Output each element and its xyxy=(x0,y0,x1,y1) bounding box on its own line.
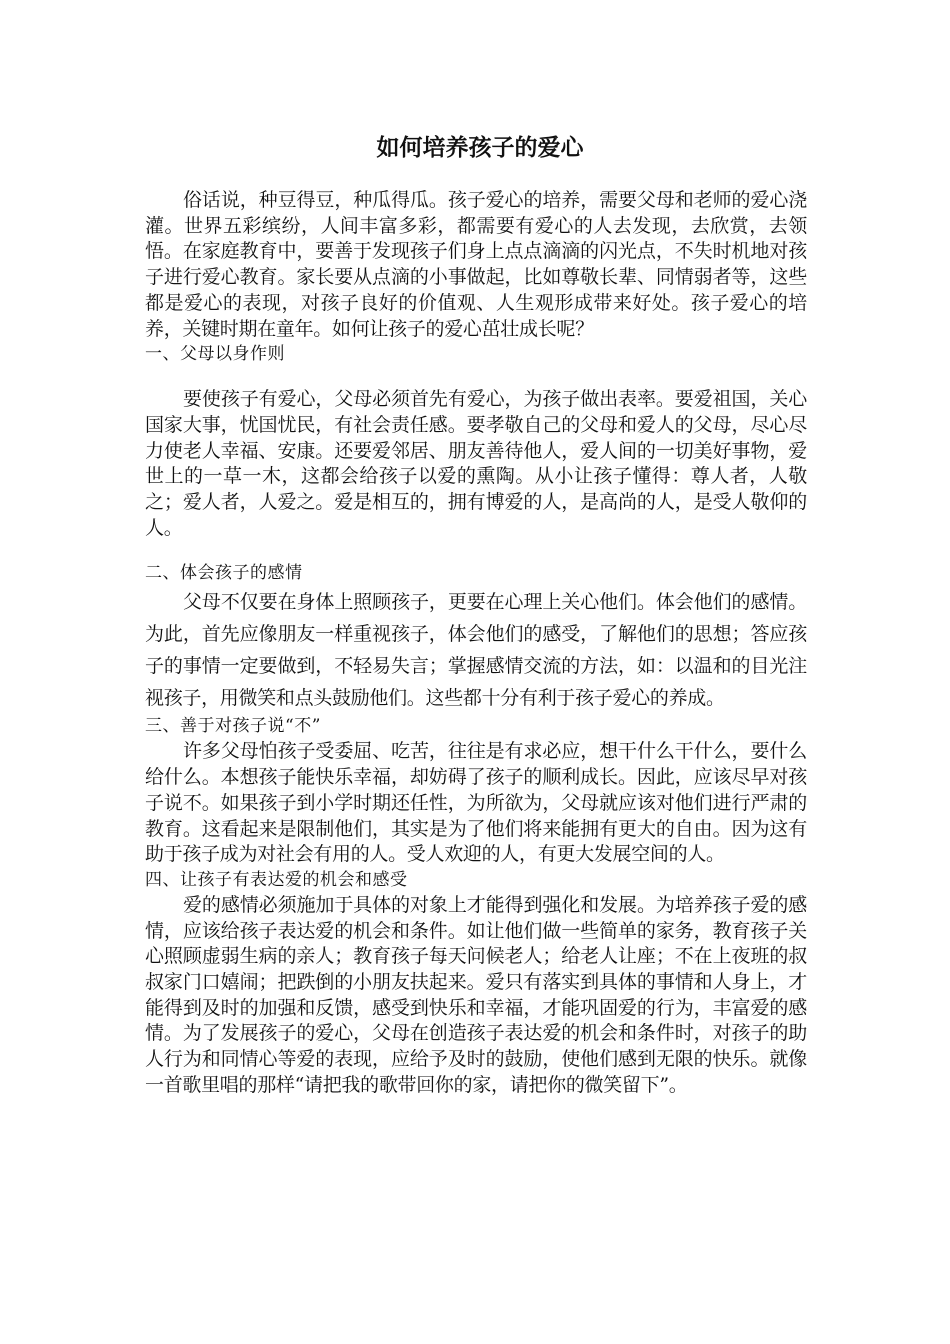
section-heading-1: 一、父母以身作则 xyxy=(145,344,285,365)
section-body-1: 要使孩子有爱心，父母必须首先有爱心，为孩子做出表率。要爱祖国，关心国家大事，忧国忧民，有社会责任感。要孝敬自己的父母和爱人的父母，尽心尽力使老人幸福、安康。还要爱邻居、朋友善待他人，爱人间的一切美好事物，爱世上的一草一木，这都会给孩子以爱的熏陶。从小让孩子懂得：尊人者，人敬之；爱人者，人爱之。爱是相互的，拥有博爱的人，是高尚的人，是受人敬仰的人。 xyxy=(145,388,807,539)
spacer xyxy=(145,541,807,561)
section-body-4: 爱的感情必须施加于具体的对象上才能得到强化和发展。为培养孩子爱的感情，应该给孩子表达爱的机会和条件。如让他们做一些简单的家务，教育孩子关心照顾虚弱生病的亲人；教育孩子每天问候老人；给老人让座；不在上夜班的叔叔家门口嬉闹；把跌倒的小朋友扶起来。爱只有落实到具体的事情和人身上，才能得到及时的加强和反馈，感受到快乐和幸福，才能巩固爱的行为，丰富爱的感情。为了发展孩子的爱心，父母在创造孩子表达爱的机会和条件时，对孩子的助人行为和同情心等爱的表现，应给予及时的鼓励，使他们感到无限的快乐。就像一首歌里唱的那样“请把我的歌带回你的家，请把你的微笑留下”。 xyxy=(145,893,807,1096)
intro-paragraph: 俗话说，种豆得豆，种瓜得瓜。孩子爱心的培养，需要父母和老师的爱心浇灌。世界五彩缤纷，人间丰富多彩，都需要有爱心的人去发现，去欣赏，去领悟。在家庭教育中，要善于发现孩子们身上点点滴滴的闪光点，不失时机地对孩子进行爱心教育。家长要从点滴的小事做起，比如尊敬长辈、同情弱者等，这些都是爱心的表现，对孩子良好的价值观、人生观形成带来好处。孩子爱心的培养，关键时期在童年。如何让孩子的爱心茁壮成长呢？ xyxy=(145,189,807,340)
section-body-2: 父母不仅要在身体上照顾孩子，更要在心理上关心他们。体会他们的感情。为此，首先应像朋友一样重视孩子，体会他们的感受，了解他们的思想；答应孩子的事情一定要做到，不轻易失言；掌握感情交流的方法，如：以温和的目光注视孩子，用微笑和点头鼓励他们。这些都十分有利于孩子爱心的养成。 xyxy=(145,591,807,710)
section-heading-4: 四、让孩子有表达爱的机会和感受 xyxy=(145,869,408,890)
document-title: 如何培养孩子的爱心 xyxy=(376,134,584,161)
section-body-3: 许多父母怕孩子受委屈、吃苦，往往是有求必应，想干什么干什么，要什么给什么。本想孩子能快乐幸福，却妨碍了孩子的顺利成长。因此，应该尽早对孩子说不。如果孩子到小学时期还任性，为所欲为，父母就应该对他们进行严肃的教育。这看起来是限制他们，其实是为了他们将来能拥有更大的自由。因为这有助于孩子成为对社会有用的人。受人欢迎的人，有更大发展空间的人。 xyxy=(145,740,807,866)
document-page xyxy=(145,132,807,1099)
section-heading-3: 三、善于对孩子说“不” xyxy=(145,716,321,737)
section-heading-2: 二、体会孩子的感情 xyxy=(145,563,303,584)
spacer xyxy=(145,367,807,387)
